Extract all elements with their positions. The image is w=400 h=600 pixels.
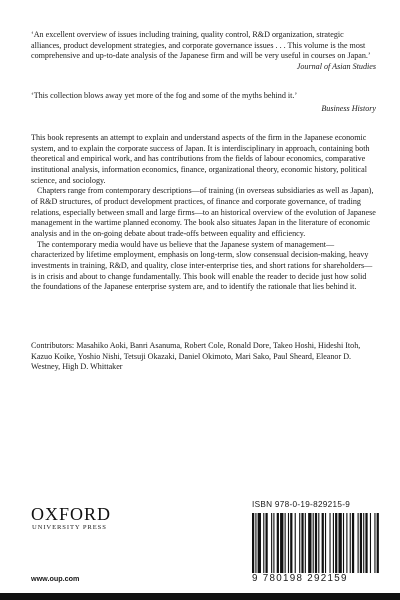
barcode-digits: 9 780198 292159 [252,573,348,584]
barcode-bar [322,513,324,573]
barcode-bar [318,513,319,573]
publisher-subtitle: UNIVERSITY PRESS [32,524,107,531]
barcode-bar [255,513,256,573]
review-source: Business History [321,103,376,113]
description-paragraph: Chapters range from contemporary descriptions—of training (in overseas subsidiaries as well as Japan), of R&D structures, of product development practices, of finance and corporate governance, of trading relations, especially between small and large firms—to an historical overview of the evolution of Japanese management in the wartime planned economy. The book also situates Japan in the literature of economic analysis and in the on-going debate about trade-offs between equality and efficiency. [31,186,376,238]
barcode-bar [305,513,306,573]
barcode-bar [280,513,283,573]
barcode-bar [325,513,326,573]
barcode-bar [329,513,330,573]
review-2 [31,91,376,114]
barcode-bar [277,513,279,573]
barcode-bar [374,513,375,573]
barcode-bar [299,513,300,573]
barcode-bar [301,513,303,573]
barcode-bar [370,513,371,573]
isbn-label: ISBN 978-0-19-829215-9 [252,500,351,509]
barcode-bar [350,513,351,573]
description-paragraph: The contemporary media would have us believe that the Japanese system of management—characterized by lifetime employment, emphasis on long-term, slow consensual decision-making, heavy investments in training, R&D, and quality, close inter-enterprise ties, and short rations for shareholders—is in crisis and about to change fundamentally. This book will enable the reader to decide just how solid the foundations of the Japanese enterprise system are, and to identify the rationale that lies behind it. [31,239,373,292]
barcode-bar [285,513,286,573]
publisher-website: www.oup.com [31,574,80,583]
bottom-bar [0,593,400,600]
barcode-bar [252,513,254,573]
barcode-bar [338,513,341,573]
barcode-bar [265,513,267,573]
description-paragraph: This book represents an attempt to explain and understand aspects of the firm in the Japanese economic system, and to explain the corporate success of Japan. It is interdisciplinary in approach, containing both theoretical and empirical work, and has contributions from the fields of labour economics, comparative institutional analysis, information economics, finance, organizational theory, economic history, political science, and sociology. [31,133,370,185]
barcode-bar [360,513,362,573]
barcode-bar [271,513,272,573]
review-1 [31,30,376,72]
barcode-bar [377,513,379,573]
barcode-bar [352,513,354,573]
barcode-bar [315,513,317,573]
barcode-bar [333,513,334,573]
barcode-bar [358,513,359,573]
review-quote: ‘This collection blows away yet more of the fog and some of the myths behind it.’ [31,91,298,100]
review-quote: ‘An excellent overview of issues including training, quality control, R&D organization, strategic alliances, product development strategies, and corporate governance issues . . . This volume is the most comprehensive and up-to-date analysis of the Japanese firm and will be very useful in courses on Japan.’ [31,30,371,61]
contributors-list: Contributors: Masahiko Aoki, Banri Asanuma, Robert Cole, Ronald Dore, Takeo Hoshi, Hideshi Itoh, Kazuo Koike, Yoshio Nishi, Tetsuji Okazaki, Daniel Okimoto, Mari Sako, Paul Sheard, Eleanor D. Westney, High D. Whittaker [31,341,361,372]
barcode [252,513,380,573]
barcode-bar [295,513,296,573]
barcode-bar [263,513,264,573]
barcode-bar [258,513,261,573]
barcode-bar [346,513,347,573]
barcode-bar [365,513,367,573]
review-source: Journal of Asian Studies [296,61,376,71]
barcode-bar [290,513,292,573]
publisher-name: OXFORD [31,504,112,524]
oxford-logo [29,505,129,531]
barcode-bar [313,513,314,573]
barcode-bar [273,513,274,573]
barcode-bar [288,513,289,573]
barcode-bar [335,513,337,573]
barcode-bar [363,513,364,573]
barcode-bar [343,513,344,573]
description [31,133,376,293]
barcode-bar [308,513,311,573]
contributors [31,341,376,373]
